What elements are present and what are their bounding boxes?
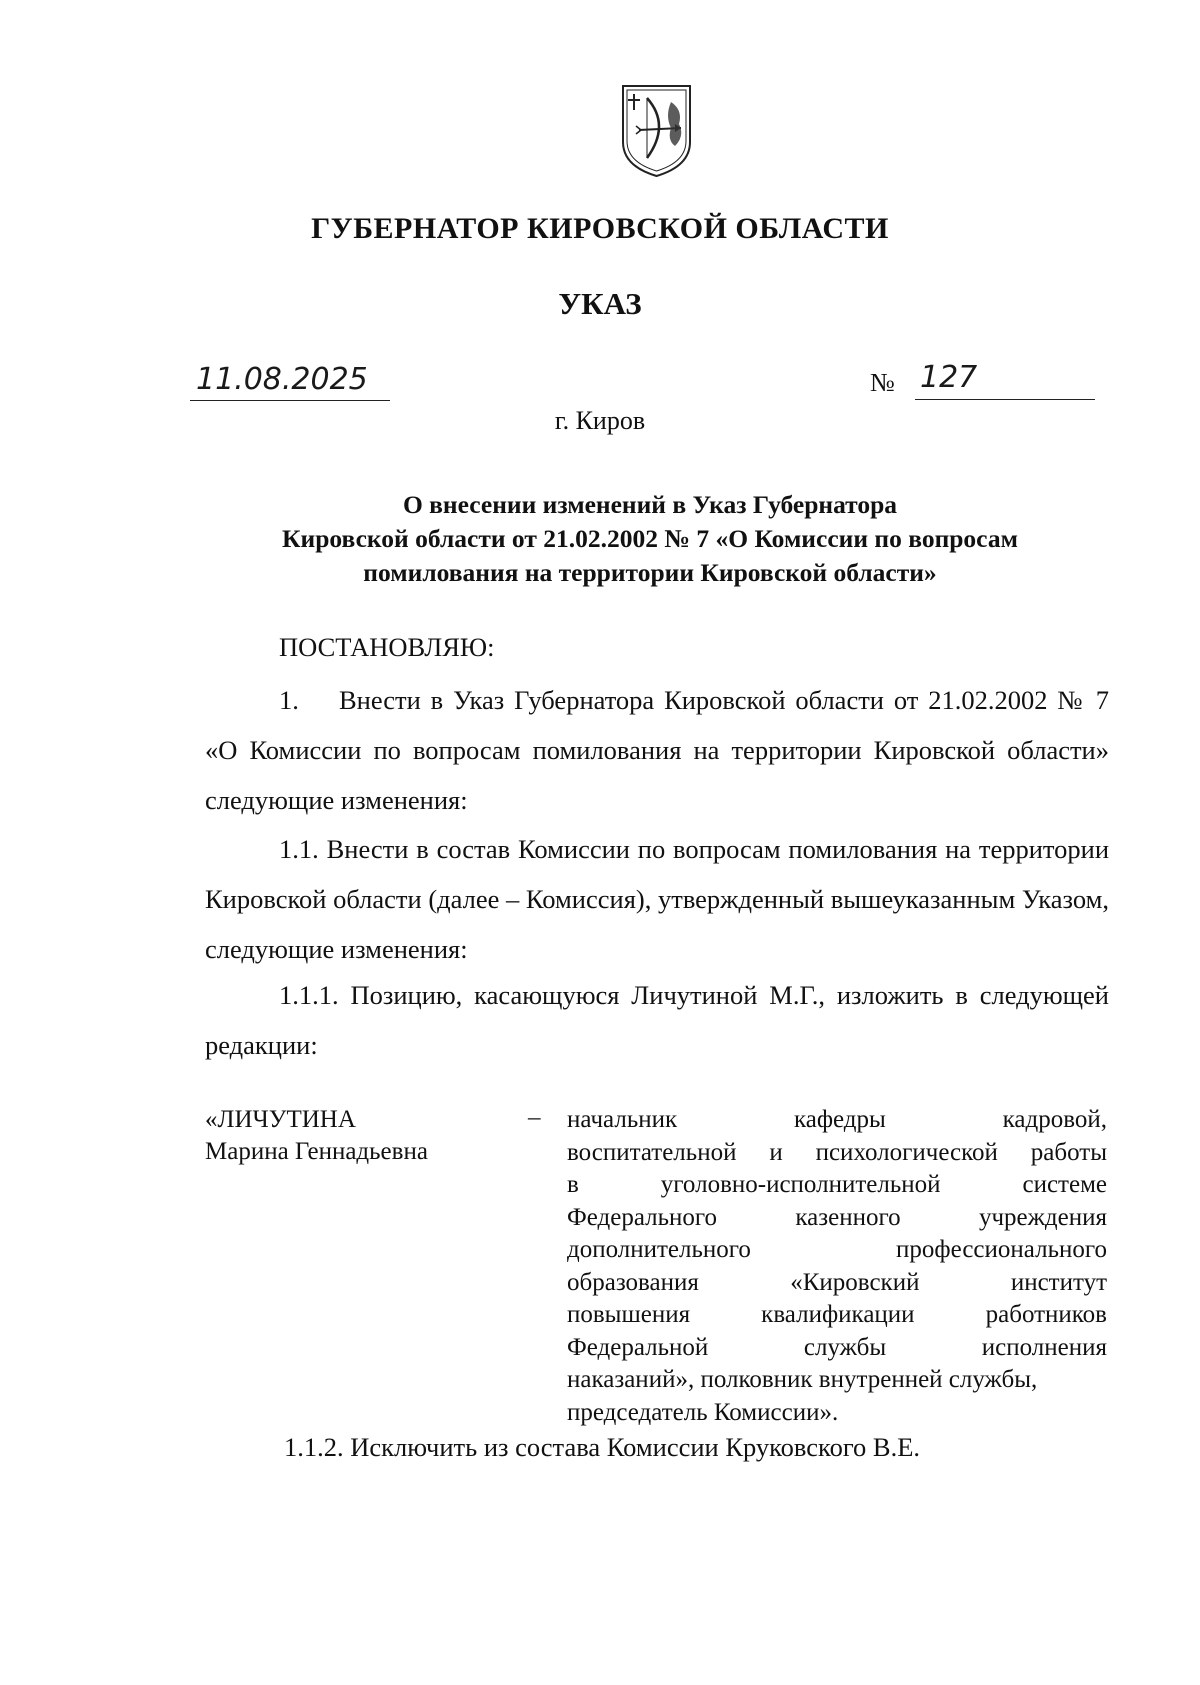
description-line: в уголовно-исполнительной системе bbox=[567, 1171, 1107, 1198]
description-line: Федерального казенного учреждения bbox=[567, 1203, 1107, 1231]
description-line: повышения квалификации работников bbox=[567, 1301, 1107, 1328]
title-line: помилования на территории Кировской области» bbox=[363, 558, 937, 587]
description-line: наказаний», полковник внутренней службы, bbox=[567, 1366, 1038, 1393]
item-1-1-1 bbox=[205, 970, 1109, 1070]
document-date: 11.08.2025 bbox=[196, 362, 368, 397]
description-line: Федеральной службы исполнения bbox=[567, 1333, 1107, 1361]
item-1-1 bbox=[205, 824, 1109, 974]
member-dash: – bbox=[528, 1104, 541, 1131]
member-given-names: Марина Геннадьевна bbox=[205, 1138, 428, 1165]
date-underline bbox=[190, 400, 390, 401]
title-line: Кировской области от 21.02.2002 № 7 «О Комиссии по вопросам bbox=[282, 524, 1018, 553]
item-1-text: Внести в Указ Губернатора Кировской области от 21.02.2002 № 7 «О Комиссии по вопросам помилования на территории Кировской области» следующие изменения: bbox=[205, 685, 1109, 815]
description-line: начальник кафедры кадровой, bbox=[567, 1106, 1107, 1133]
item-1 bbox=[205, 675, 1109, 825]
number-underline bbox=[915, 399, 1095, 400]
document-number: 127 bbox=[920, 360, 978, 395]
description-line: дополнительного профессионального bbox=[567, 1236, 1107, 1263]
document-title bbox=[200, 488, 1100, 590]
description-line: образования «Кировский институт bbox=[567, 1268, 1107, 1296]
title-line: О внесении изменений в Указ Губернатора bbox=[402, 490, 898, 519]
number-label: № bbox=[870, 368, 895, 397]
item-1-1-2: 1.1.2. Исключить из состава Комиссии Круковского В.Е. bbox=[284, 1432, 921, 1462]
item-1-1-text: 1.1. Внести в состав Комиссии по вопросам помилования на территории Кировской области (далее – Комиссия), утвержденный вышеуказанным Указом, следующие изменения: bbox=[205, 834, 1109, 964]
item-1-1-1-text: 1.1.1. Позицию, касающуюся Личутиной М.Г., изложить в следующей редакции: bbox=[205, 980, 1109, 1060]
member-name bbox=[205, 1104, 475, 1168]
description-line: председатель Комиссии». bbox=[567, 1398, 839, 1426]
item-1-number: 1. bbox=[279, 685, 299, 715]
document-type: УКАЗ bbox=[558, 286, 642, 321]
member-surname: «ЛИЧУТИНА bbox=[205, 1106, 356, 1133]
coat-of-arms-emblem bbox=[619, 80, 694, 180]
issuing-authority: ГУБЕРНАТОР КИРОВСКОЙ ОБЛАСТИ bbox=[311, 212, 889, 245]
decree-word: ПОСТАНОВЛЯЮ: bbox=[279, 632, 495, 662]
description-line: воспитательной и психологической работы bbox=[567, 1138, 1107, 1166]
city: г. Киров bbox=[554, 406, 646, 435]
member-description bbox=[567, 1104, 1107, 1429]
